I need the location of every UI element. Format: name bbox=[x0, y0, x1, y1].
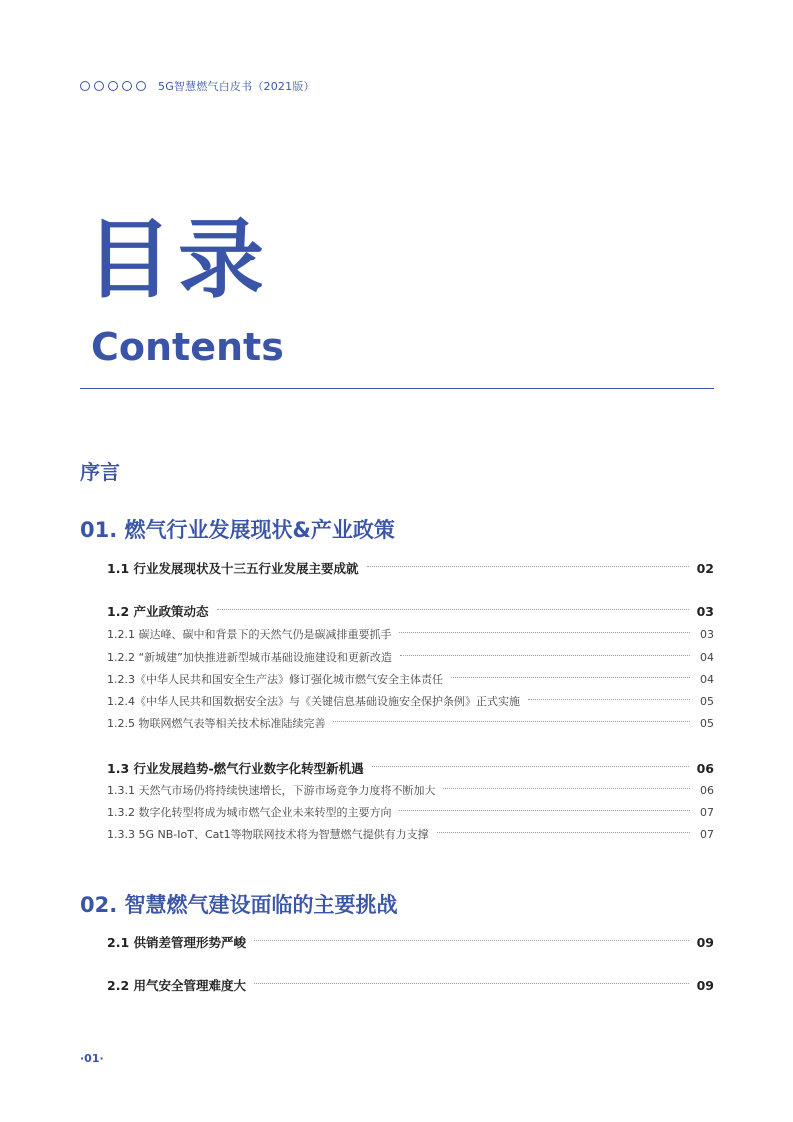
toc-leader bbox=[528, 699, 690, 700]
toc-page-number: 06 bbox=[700, 783, 714, 797]
toc-entry-1-2-5[interactable] bbox=[107, 714, 714, 732]
toc-entry-2-2[interactable] bbox=[107, 976, 714, 994]
toc-entry-1-3-1[interactable] bbox=[107, 781, 714, 799]
toc-leader bbox=[254, 983, 689, 984]
toc-entry-label: 2.1 供销差管理形势严峻 bbox=[107, 935, 246, 950]
circle-icon bbox=[94, 81, 104, 91]
toc-leader bbox=[443, 788, 690, 789]
toc-chapter-2[interactable]: 02. 智慧燃气建设面临的主要挑战 bbox=[80, 893, 398, 917]
toc-entry-label: 1.3.2 数字化转型将成为城市燃气企业未来转型的主要方向 bbox=[107, 806, 392, 819]
toc-entry-1-1[interactable] bbox=[107, 559, 714, 577]
toc-entry-label: 1.1 行业发展现状及十三五行业发展主要成就 bbox=[107, 561, 359, 576]
toc-entry-1-2-4[interactable] bbox=[107, 692, 714, 710]
toc-entry-label: 1.3 行业发展趋势-燃气行业数字化转型新机遇 bbox=[107, 761, 364, 776]
toc-entry-1-3[interactable] bbox=[107, 759, 714, 777]
toc-entry-label: 2.2 用气安全管理难度大 bbox=[107, 978, 246, 993]
toc-leader bbox=[400, 655, 690, 656]
circle-icon bbox=[108, 81, 118, 91]
toc-page-number: 04 bbox=[700, 650, 714, 664]
toc-entry-label: 1.3.3 5G NB-IoT、Cat1等物联网技术将为智慧燃气提供有力支撑 bbox=[107, 828, 429, 841]
toc-entry-label: 1.2 产业政策动态 bbox=[107, 604, 209, 619]
toc-entry-1-2[interactable] bbox=[107, 602, 714, 620]
toc-page-number: 05 bbox=[700, 694, 714, 708]
toc-leader bbox=[254, 940, 689, 941]
circle-icon bbox=[122, 81, 132, 91]
toc-entry-label: 1.3.1 天然气市场仍将持续快速增长，下游市场竞争力度将不断加大 bbox=[107, 784, 436, 797]
toc-entry-label: 1.2.2 “新城建”加快推进新型城市基础设施建设和更新改造 bbox=[107, 651, 392, 664]
toc-page-number: 06 bbox=[696, 760, 714, 776]
toc-entry-1-3-2[interactable] bbox=[107, 803, 714, 821]
toc-page-number: 03 bbox=[700, 627, 714, 641]
toc-leader bbox=[399, 632, 690, 633]
title-divider bbox=[80, 388, 714, 389]
toc-page-number: 09 bbox=[696, 977, 714, 993]
toc-page-number: 07 bbox=[700, 827, 714, 841]
circle-icon bbox=[80, 81, 90, 91]
page-header bbox=[80, 76, 315, 96]
toc-page-number: 02 bbox=[696, 560, 714, 576]
page-title: 目录 bbox=[86, 210, 270, 310]
page-number: ·01· bbox=[80, 1052, 104, 1065]
toc-entry-label: 1.2.5 物联网燃气表等相关技术标准陆续完善 bbox=[107, 717, 326, 730]
toc-entry-1-2-3[interactable] bbox=[107, 670, 714, 688]
toc-page-number: 03 bbox=[696, 603, 714, 619]
toc-leader bbox=[437, 832, 690, 833]
toc-page-number: 09 bbox=[696, 934, 714, 950]
toc-leader bbox=[399, 810, 690, 811]
toc-leader bbox=[451, 677, 690, 678]
toc-entry-1-2-2[interactable] bbox=[107, 648, 714, 666]
toc-page-number: 07 bbox=[700, 805, 714, 819]
toc-leader bbox=[367, 566, 689, 567]
toc-page-number: 04 bbox=[700, 672, 714, 686]
toc-leader bbox=[217, 609, 689, 610]
header-title: 5G智慧燃气白皮书（2021版） bbox=[158, 80, 315, 93]
header-circles bbox=[80, 81, 146, 91]
toc-entry-2-1[interactable] bbox=[107, 933, 714, 951]
toc-entry-label: 1.2.1 碳达峰、碳中和背景下的天然气仍是碳减排重要抓手 bbox=[107, 628, 392, 641]
toc-chapter-1[interactable]: 01. 燃气行业发展现状&产业政策 bbox=[80, 518, 395, 542]
toc-entry-1-2-1[interactable] bbox=[107, 625, 714, 643]
page-subtitle: Contents bbox=[91, 325, 284, 369]
toc-page-number: 05 bbox=[700, 716, 714, 730]
toc-leader bbox=[333, 721, 690, 722]
toc-entry-1-3-3[interactable] bbox=[107, 825, 714, 843]
toc-entry-label: 1.2.3《中华人民共和国安全生产法》修订强化城市燃气安全主体责任 bbox=[107, 673, 443, 686]
toc-leader bbox=[372, 766, 689, 767]
toc-entry-label: 1.2.4《中华人民共和国数据安全法》与《关键信息基础设施安全保护条例》正式实施 bbox=[107, 695, 520, 708]
circle-icon bbox=[136, 81, 146, 91]
toc-preface[interactable]: 序言 bbox=[80, 460, 120, 484]
